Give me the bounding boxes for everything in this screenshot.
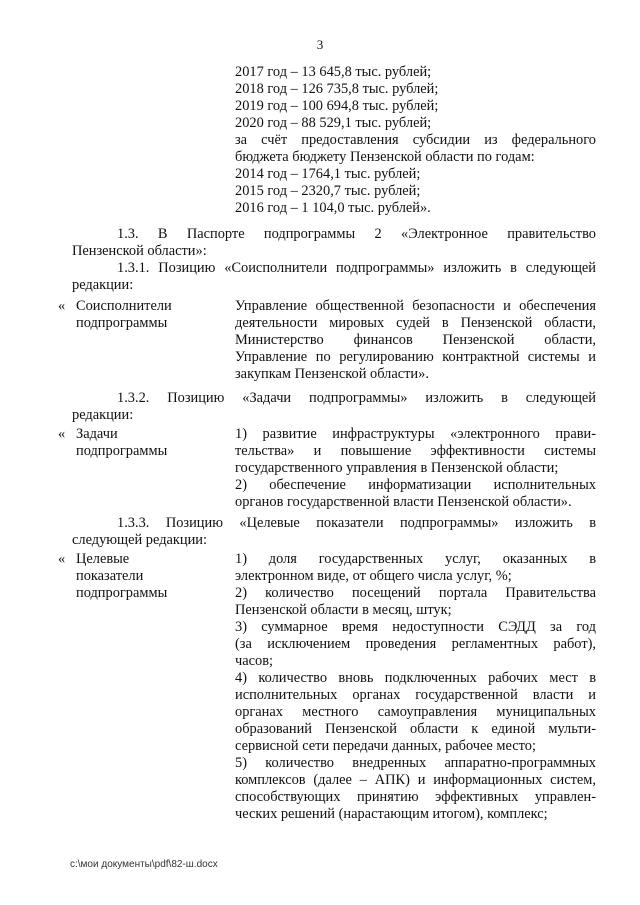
tasks-text: 2) обеспечение информатизации исполнительных [235,477,596,493]
targets-text: 2) количество посещений портала Правительства [235,585,596,601]
tasks-text: 1) развитие инфраструктуры «электронного прави- [235,426,596,442]
targets-label: показатели [76,568,144,584]
paragraph-1-3: 1.3. В Паспорте подпрограммы 2 «Электронное правительство [117,226,596,242]
targets-text: комплексов (далее – АПК) и информационных систем, [235,772,596,788]
paragraph-1-3-1: 1.3.1. Позицию «Соисполнители подпрограммы» изложить в следующей [117,260,596,276]
targets-text: электронном виде, от общего числа услуг, %; [235,568,512,584]
paragraph-1-3-3-cont: следующей редакции: [72,532,207,548]
file-path-footer: c:\мои документы\pdf\82-ш.docx [70,859,218,870]
open-quote: « [58,298,66,314]
targets-text: образований Пензенской области к единой мульти- [235,721,596,737]
open-quote: « [58,551,66,567]
tasks-text: тельства» и повышение эффективности системы [235,443,596,459]
coexec-text: Управление по регулированию контрактной системы и [235,349,596,365]
tasks-label: Задачи [76,426,118,442]
funding-line: 2019 год – 100 694,8 тыс. рублей; [235,98,439,114]
targets-text: (за исключением проведения регламентных работ), [235,636,596,652]
targets-text: 5) количество внедренных аппаратно-программных [235,755,596,771]
coexec-text: Управление общественной безопасности и обеспечения [235,298,596,314]
targets-text: ческих решений (нарастающим итогом), комплекс; [235,806,548,822]
coexec-text: закупкам Пензенской области». [235,366,429,382]
targets-text: способствующих принятию эффективных управлен- [235,789,596,805]
paragraph-1-3-2: 1.3.2. Позицию «Задачи подпрограммы» изложить в следующей [117,390,596,406]
funding-line: 2016 год – 1 104,0 тыс. рублей». [235,200,431,216]
tasks-label: подпрограммы [76,443,168,459]
coexec-text: Министерство финансов Пензенской области, [235,332,596,348]
funding-line: 2020 год – 88 529,1 тыс. рублей; [235,115,432,131]
coexec-text: деятельности мировых судей в Пензенской области, [235,315,596,331]
coexec-label: Соисполнители [76,298,172,314]
targets-label: подпрограммы [76,585,168,601]
funding-line: за счёт предоставления субсидии из федерального [235,132,596,148]
paragraph-1-3-3: 1.3.3. Позицию «Целевые показатели подпрограммы» изложить в [117,515,596,531]
funding-line: 2017 год – 13 645,8 тыс. рублей; [235,64,432,80]
targets-text: сервисной сети передачи данных, рабочее место; [235,738,536,754]
open-quote: « [58,426,66,442]
funding-line: 2014 год – 1764,1 тыс. рублей; [235,166,421,182]
tasks-text: государственного управления в Пензенской области; [235,460,559,476]
funding-line: 2015 год – 2320,7 тыс. рублей; [235,183,421,199]
targets-text: 1) доля государственных услуг, оказанных в [235,551,596,567]
funding-line: бюджета бюджету Пензенской области по годам: [235,149,535,165]
tasks-text: органов государственной власти Пензенской области». [235,494,572,510]
targets-text: часов; [235,653,274,669]
funding-line: 2018 год – 126 735,8 тыс. рублей; [235,81,439,97]
targets-text: 3) суммарное время недоступности СЭДД за год [235,619,596,635]
targets-label: Целевые [76,551,130,567]
targets-text: Пензенской области в месяц, штук; [235,602,452,618]
targets-text: 4) количество вновь подключенных рабочих мест в [235,670,596,686]
targets-text: органах местного самоуправления муниципальных [235,704,596,720]
coexec-label: подпрограммы [76,315,168,331]
targets-text: исполнительных органах государственной власти и [235,687,596,703]
page-number: 3 [316,37,324,52]
paragraph-1-3-2-cont: редакции: [72,407,134,423]
paragraph-1-3-cont: Пензенской области»: [72,243,207,259]
paragraph-1-3-1-cont: редакции: [72,277,134,293]
